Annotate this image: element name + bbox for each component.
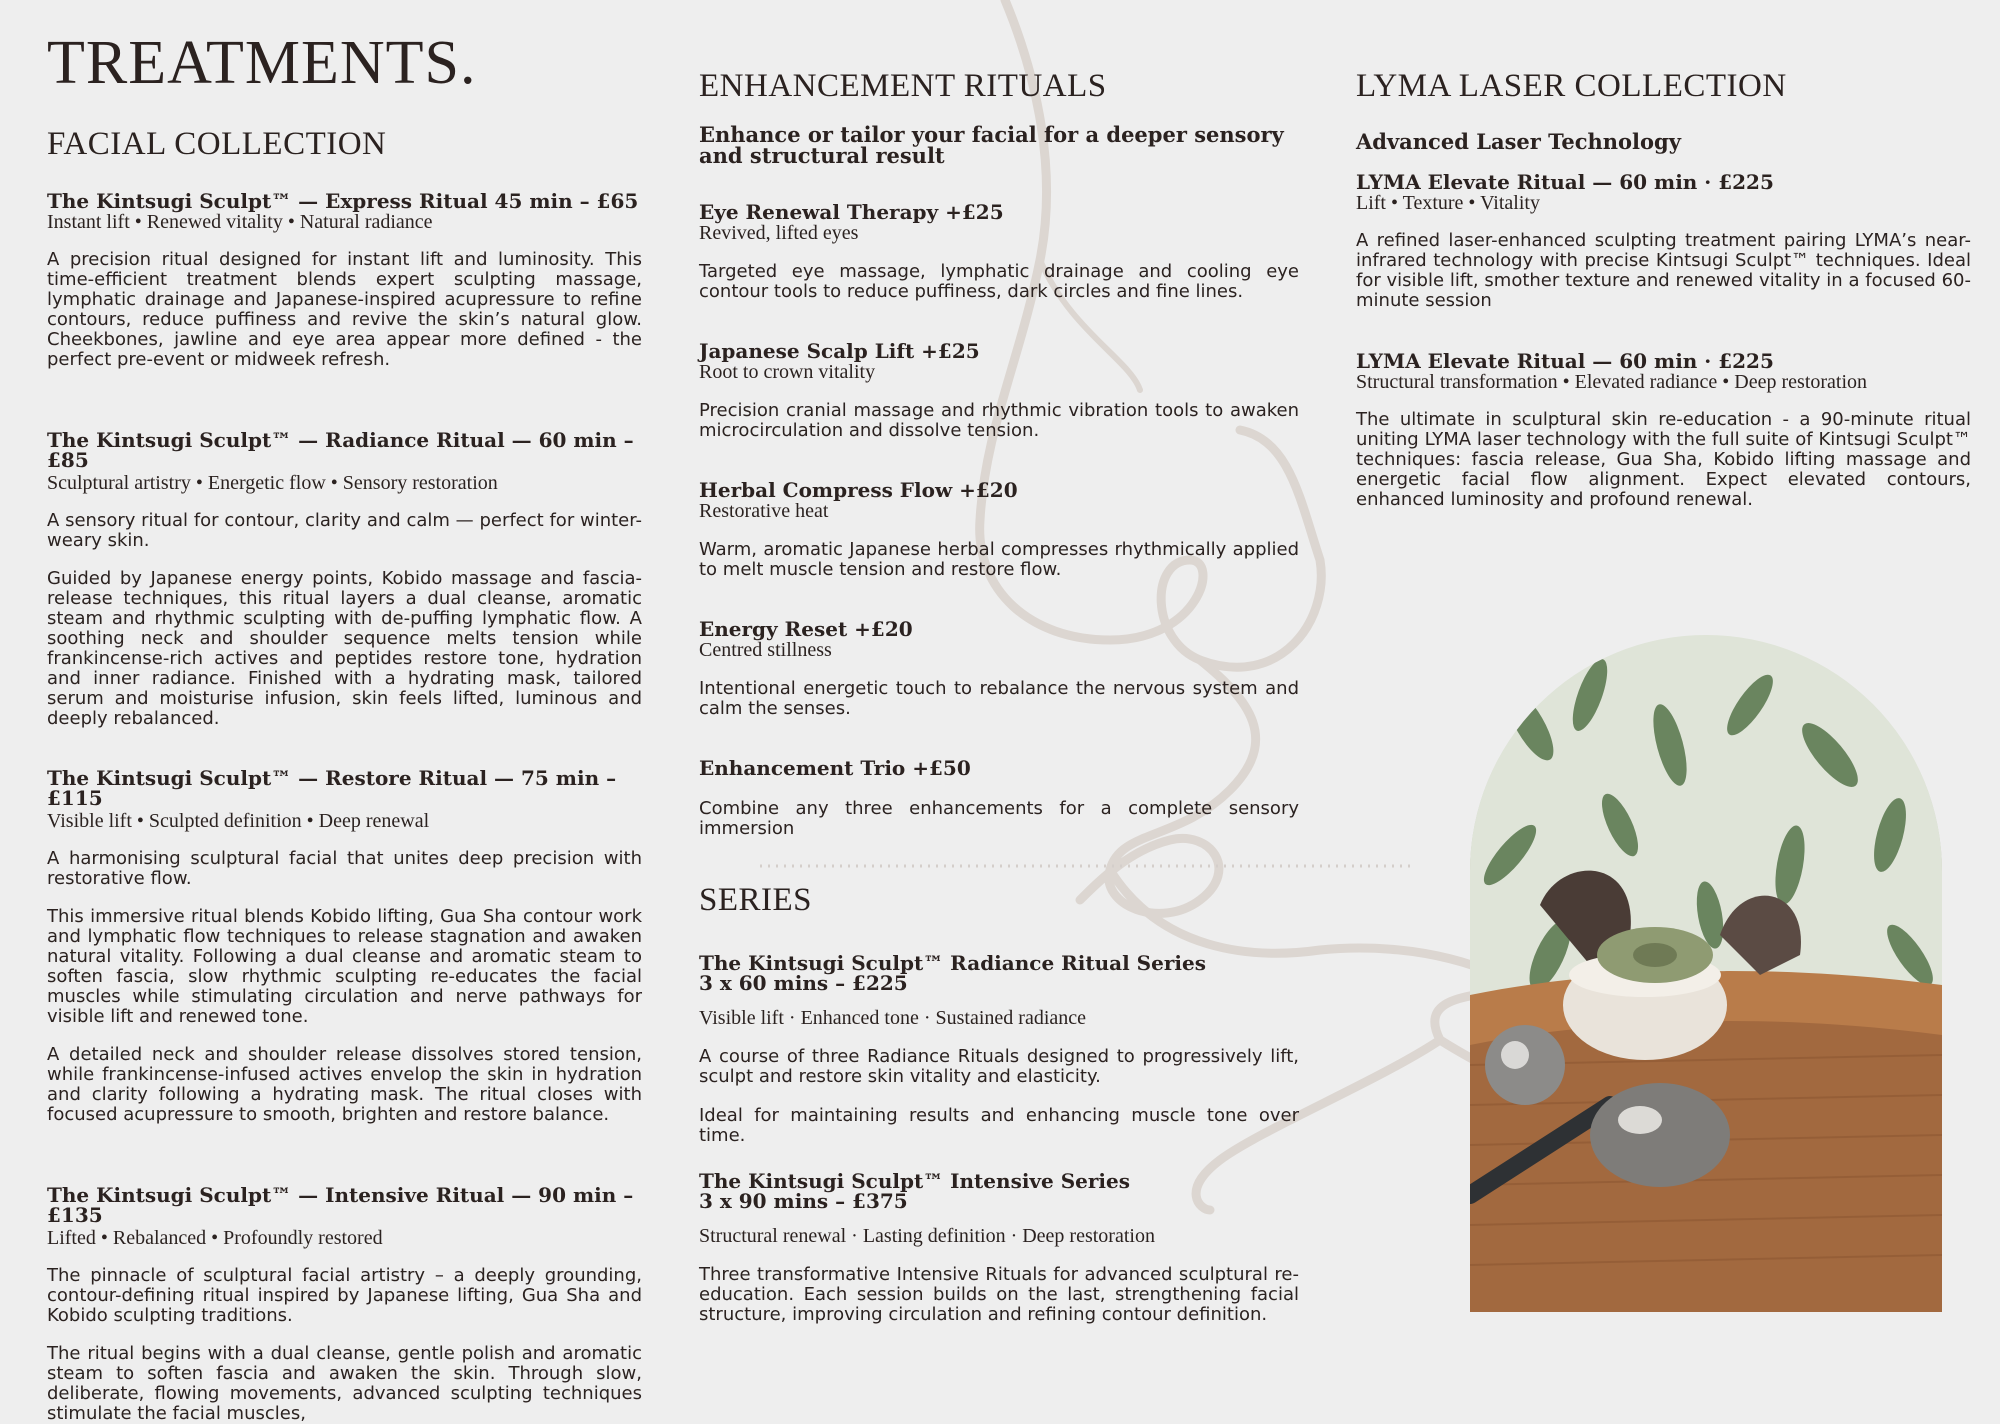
treatment-tagline: Instant lift • Renewed vitality • Natural radiance: [47, 211, 433, 233]
series-item: [699, 953, 1299, 1146]
laser-treatment-tagline: Structural transformation • Elevated radiance • Deep restoration: [1356, 371, 1868, 393]
laser-heading: LYMA LASER COLLECTION: [1356, 68, 1787, 104]
laser-treatment-name: LYMA Elevate Ritual — 60 min · £225: [1356, 349, 1774, 373]
treatment-description: Guided by Japanese energy points, Kobido massage and fascia-release techniques, this ritual layers a dual cleanse, aromatic steam and rhythmic sculpting with de-puffing lymphatic flow. A soothing neck and shoulder sequence melts tension while frankincense-rich actives and peptides restore tone, hydration and inner radiance. Finished with a hydrating mask, tailored serum and moisturise infusion, skin feels lifted, luminous and deeply rebalanced.: [47, 568, 642, 729]
treatment-name: The Kintsugi Sculpt™ — Restore Ritual — 75 min – £115: [47, 766, 617, 810]
laser-item: [1356, 172, 1971, 311]
enhancement-tagline: Centred stillness: [699, 639, 832, 661]
laser-treatment-description: The ultimate in sculptural skin re-education - a 90-minute ritual uniting LYMA laser technology with the full suite of Kintsugi Sculpt™ techniques: fascia release, Gua Sha, Kobido lifting massage and energetic facial flow alignment. Expect elevated contours, enhanced luminosity and profound renewal.: [1356, 409, 1971, 510]
series-price: 3 x 60 mins – £225: [699, 971, 908, 995]
enhancement-name: Eye Renewal Therapy +£25: [699, 200, 1004, 224]
enhancement-name: Energy Reset +£20: [699, 617, 913, 641]
treatment-tagline: Visible lift • Sculpted definition • Deep renewal: [47, 810, 430, 832]
treatment-name: The Kintsugi Sculpt™ — Intensive Ritual — 90 min – £135: [47, 1183, 634, 1227]
enhancement-name: Japanese Scalp Lift +£25: [699, 339, 980, 363]
enhancement-item: [699, 758, 1299, 839]
laser-item: [1356, 351, 1971, 510]
enhancement-item: [699, 202, 1299, 302]
facial-tools-photo: [1470, 635, 1942, 1312]
series-name: The Kintsugi Sculpt™ Intensive Series: [699, 1169, 1131, 1193]
enhancement-heading: ENHANCEMENT RITUALS: [699, 68, 1107, 104]
facial-tools-illustration: [1470, 635, 1942, 1312]
series-tagline: Structural renewal · Lasting definition · Deep restoration: [699, 1225, 1155, 1247]
treatment-description: A detailed neck and shoulder release dissolves stored tension, while frankincense-infused actives envelop the skin in hydration and clarity following a hydrating mask. The ritual closes with focused acupressure to smooth, brighten and restore balance.: [47, 1044, 642, 1125]
laser-treatment-name: LYMA Elevate Ritual — 60 min · £225: [1356, 170, 1774, 194]
enhancement-description: Targeted eye massage, lymphatic drainage and cooling eye contour tools to reduce puffiness, dark circles and fine lines.: [699, 261, 1299, 302]
series-name: The Kintsugi Sculpt™ Radiance Ritual Series: [699, 951, 1206, 975]
series-item: [699, 1171, 1299, 1325]
treatment-description: The ritual begins with a dual cleanse, gentle polish and aromatic steam to soften fascia and awaken the skin. Through slow, deliberate, flowing movements, advanced sculpting techniques stimulate the facial muscles,: [47, 1343, 642, 1424]
enhancement-name: Enhancement Trio +£50: [699, 756, 971, 780]
enhancement-tagline: Root to crown vitality: [699, 361, 876, 383]
enhancement-tagline: Revived, lifted eyes: [699, 222, 859, 244]
enhancement-description: Precision cranial massage and rhythmic vibration tools to awaken microcirculation and dissolve tension.: [699, 400, 1299, 441]
treatment-tagline: Sculptural artistry • Energetic flow • Sensory restoration: [47, 472, 498, 494]
treatment-description: A harmonising sculptural facial that unites deep precision with restorative flow.: [47, 848, 642, 889]
treatment-description: A precision ritual designed for instant lift and luminosity. This time-efficient treatment blends expert sculpting massage, lymphatic drainage and Japanese-inspired acupressure to refine contours, reduce puffiness and revive the skin’s natural glow. Cheekbones, jawline and eye area appear more defined - the perfect pre-event or midweek refresh.: [47, 249, 642, 370]
enhancement-description: Intentional energetic touch to rebalance the nervous system and calm the senses.: [699, 678, 1299, 719]
treatment-description: The pinnacle of sculptural facial artistry – a deeply grounding, contour-defining ritual inspired by Japanese lifting, Gua Sha and Kobido sculpting traditions.: [47, 1265, 642, 1326]
treatment-tagline: Lifted • Rebalanced • Profoundly restored: [47, 1227, 383, 1249]
series-price: 3 x 90 mins – £375: [699, 1189, 908, 1213]
treatment-item: [47, 768, 642, 1125]
treatment-item: [47, 1185, 642, 1424]
enhancement-description: Combine any three enhancements for a complete sensory immersion: [699, 798, 1299, 839]
enhancement-item: [699, 341, 1299, 441]
series-description: Ideal for maintaining results and enhancing muscle tone over time.: [699, 1105, 1299, 1146]
enhancement-intro: Enhance or tailor your facial for a deeper sensory and structural result: [699, 122, 1284, 168]
enhancement-name: Herbal Compress Flow +£20: [699, 478, 1018, 502]
series-tagline: Visible lift · Enhanced tone · Sustained radiance: [699, 1007, 1087, 1029]
facial-collection-heading: FACIAL COLLECTION: [47, 126, 387, 162]
treatment-name: The Kintsugi Sculpt™ — Radiance Ritual — 60 min – £85: [47, 428, 634, 472]
page-title: TREATMENTS.: [47, 29, 477, 97]
treatment-description: A sensory ritual for contour, clarity and calm — perfect for winter-weary skin.: [47, 510, 642, 551]
enhancement-tagline: Restorative heat: [699, 500, 829, 522]
series-description: Three transformative Intensive Rituals for advanced sculptural re-education. Each session builds on the last, strengthening facial structure, improving circulation and refining contour definition.: [699, 1264, 1299, 1325]
enhancement-description: Warm, aromatic Japanese herbal compresses rhythmically applied to melt muscle tension and restore flow.: [699, 539, 1299, 580]
treatment-description: This immersive ritual blends Kobido lifting, Gua Sha contour work and lymphatic flow techniques to release stagnation and awaken natural vitality. Following a dual cleanse and aromatic steam to soften fascia, slow rhythmic sculpting re-educates the facial muscles while stimulating circulation and nerve pathways for visible lift and renewed tone.: [47, 906, 642, 1027]
series-description: A course of three Radiance Rituals designed to progressively lift, sculpt and restore skin vitality and elasticity.: [699, 1046, 1299, 1087]
laser-subheading: Advanced Laser Technology: [1356, 129, 1681, 154]
laser-treatment-tagline: Lift • Texture • Vitality: [1356, 192, 1540, 214]
treatment-item: [47, 430, 642, 729]
treatment-item: [47, 191, 642, 370]
enhancement-item: [699, 619, 1299, 719]
laser-treatment-description: A refined laser-enhanced sculpting treatment pairing LYMA’s near-infrared technology with precise Kintsugi Sculpt™ techniques. Ideal for visible lift, smother texture and renewed vitality in a focused 60-minute session: [1356, 230, 1971, 311]
series-heading: SERIES: [699, 882, 813, 918]
treatment-name: The Kintsugi Sculpt™ — Express Ritual 45 min – £65: [47, 189, 639, 213]
enhancement-item: [699, 480, 1299, 580]
